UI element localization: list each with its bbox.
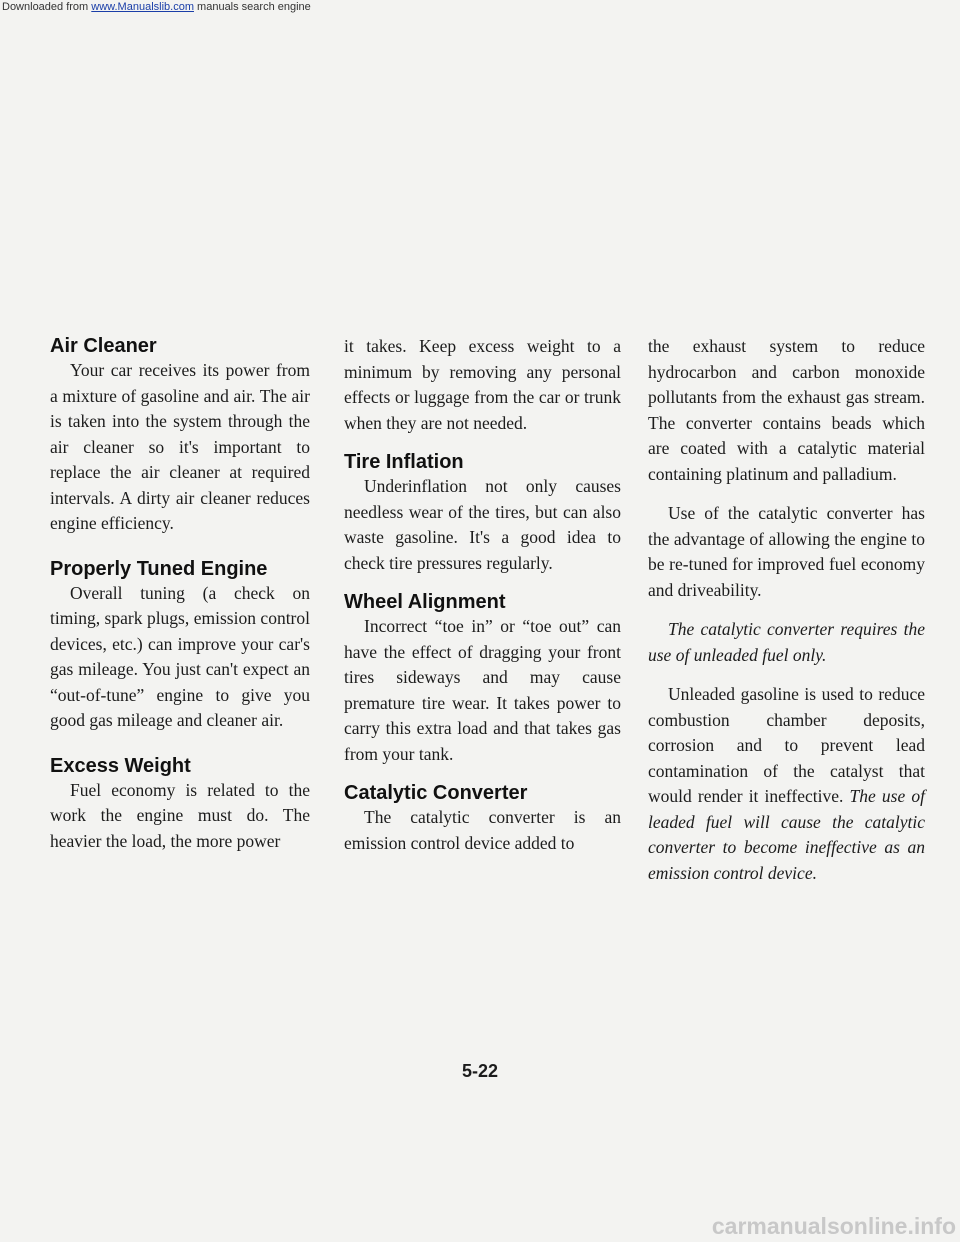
heading-tire-inflation: Tire Inflation bbox=[344, 451, 464, 473]
text-excess-weight: Fuel economy is related to the work the engine must do. The heavier the load, the more power bbox=[50, 779, 310, 851]
watermark: carmanualsonline.info bbox=[711, 1213, 956, 1239]
text-catalytic-continued: the exhaust system to reduce hydrocarbon and carbon monoxide pollutants from the exhaust gas stream. The converter contains beads which are coated with a catalytic material containing platinum and palladium. bbox=[648, 336, 925, 484]
header-prefix: Downloaded from bbox=[2, 1, 89, 13]
text-unleaded-requirement: The catalytic converter requires the use of unleaded fuel only. bbox=[648, 619, 925, 665]
text-converter-advantage: Use of the catalytic converter has the advantage of allowing the engine to be re-tuned for improved fuel economy and driveability. bbox=[648, 503, 925, 600]
column-2 bbox=[344, 334, 621, 856]
download-header bbox=[0, 0, 960, 14]
heading-tuned-engine: Properly Tuned Engine bbox=[50, 557, 268, 580]
text-catalytic-converter: The catalytic converter is an emission control device added to bbox=[344, 807, 621, 853]
page-number: 5-22 bbox=[461, 1061, 499, 1081]
text-unleaded-gasoline bbox=[648, 682, 925, 886]
text-excess-weight-continued: it takes. Keep excess weight to a minimum by removing any personal effects or luggage from the car or trunk when they are not needed. bbox=[344, 336, 621, 433]
column-3 bbox=[648, 334, 925, 886]
column-1 bbox=[50, 334, 310, 854]
text-unleaded-plain: Unleaded gasoline is used to reduce combustion chamber deposits, corrosion and to prevent lead contamination of the catalyst that would render it ineffective. bbox=[648, 684, 925, 806]
manualslib-link[interactable]: www.Manualslib.com bbox=[91, 1, 194, 13]
text-air-cleaner: Your car receives its power from a mixture of gasoline and air. The air is taken into the system through the air cleaner so it's important to replace the air cleaner at required intervals. A dirty air cleaner reduces engine efficiency. bbox=[50, 360, 310, 533]
text-wheel-alignment: Incorrect “toe in” or “toe out” can have the effect of dragging your front tires sideways and may cause premature tire wear. It takes power to carry this extra load and that takes gas from your tank. bbox=[344, 616, 621, 764]
text-leaded-warning: The use of leaded fuel will cause the catalytic converter to become ineffective as an emission control device. bbox=[648, 786, 925, 883]
text-tire-inflation: Underinflation not only causes needless wear of the tires, but can also waste gasoline. It's a good idea to check tire pressures regularly. bbox=[344, 476, 621, 573]
heading-catalytic-converter: Catalytic Converter bbox=[344, 782, 528, 804]
heading-wheel-alignment: Wheel Alignment bbox=[344, 591, 506, 613]
text-tuned-engine: Overall tuning (a check on timing, spark plugs, emission control devices, etc.) can improve your car's gas mileage. You just can't expect an “out-of-tune” engine to give you good gas mileage and cleaner air. bbox=[50, 582, 310, 730]
header-suffix: manuals search engine bbox=[197, 1, 311, 13]
heading-excess-weight: Excess Weight bbox=[50, 754, 191, 777]
heading-air-cleaner: Air Cleaner bbox=[50, 335, 157, 357]
